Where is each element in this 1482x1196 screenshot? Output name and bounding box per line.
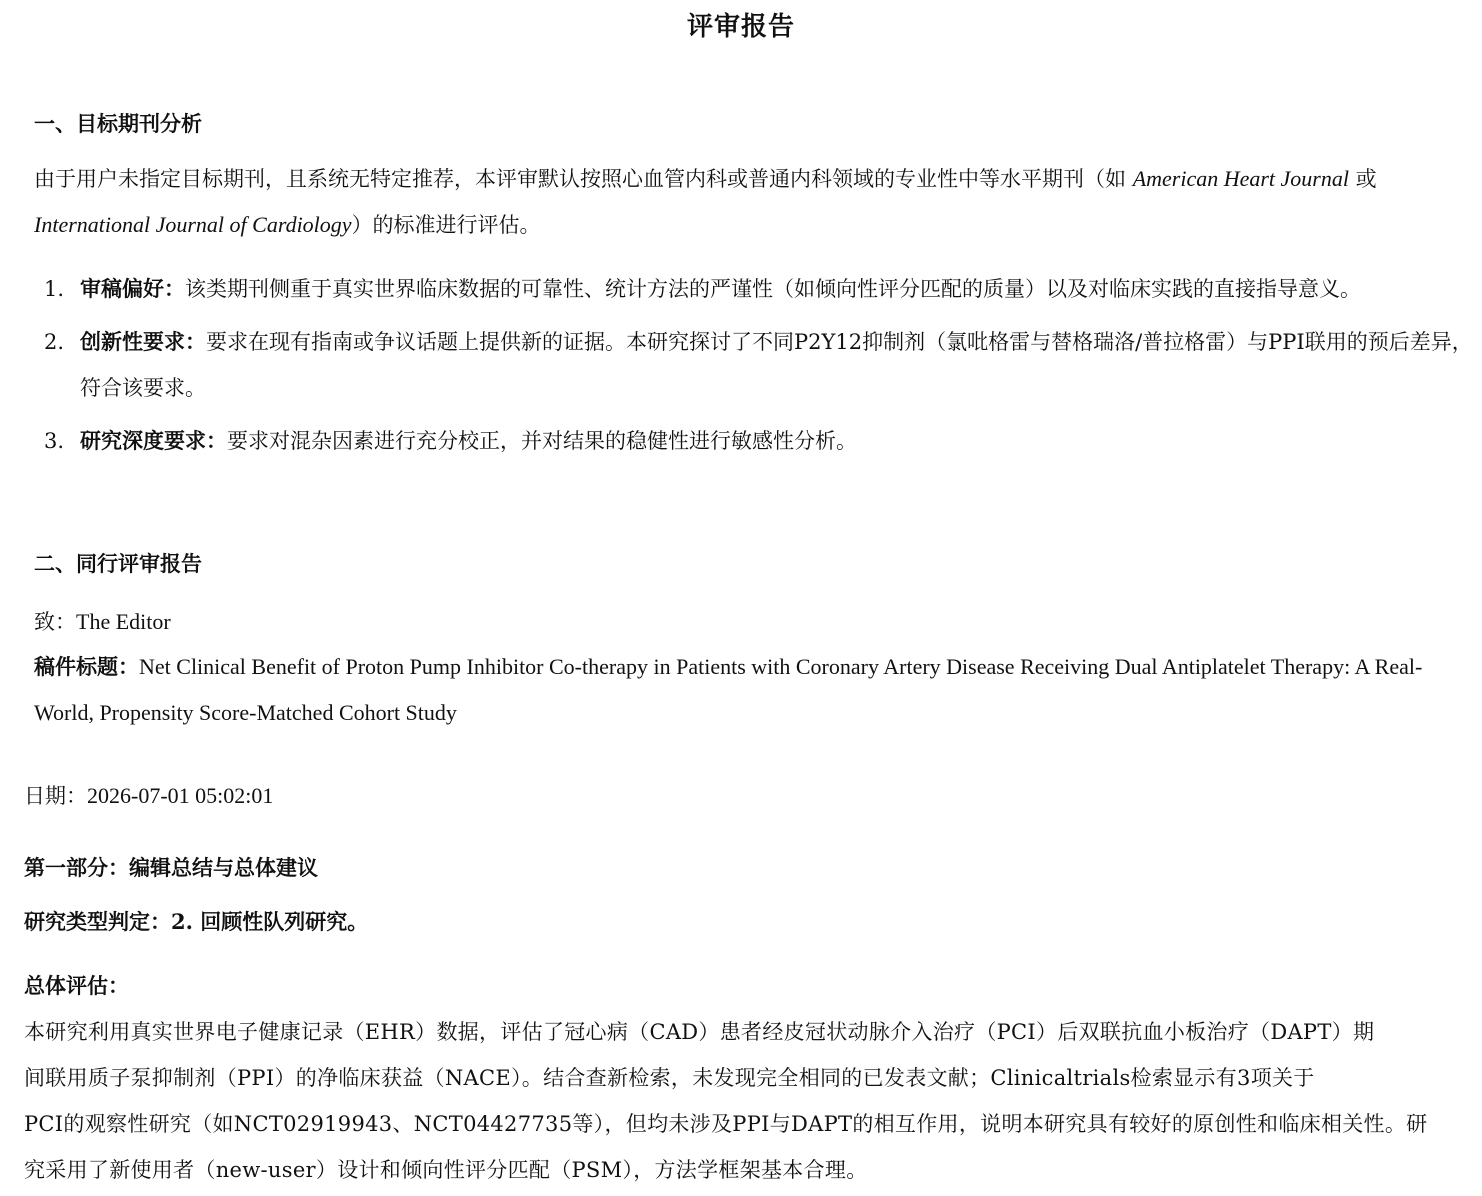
date-line bbox=[24, 780, 273, 810]
addressee-line bbox=[34, 606, 171, 636]
date-value: 2026-07-01 05:02:01 bbox=[87, 783, 274, 808]
list-item bbox=[34, 418, 1474, 464]
overall-line-4: 究采用了新使用者（new-user）设计和倾向性评分匹配（PSM），方法学框架基本合理。 bbox=[24, 1158, 868, 1182]
list-item-text: 要求对混杂因素进行充分校正，并对结果的稳健性进行敏感性分析。 bbox=[227, 429, 857, 453]
list-item-label: 创新性要求： bbox=[80, 329, 206, 354]
addressee-value: The Editor bbox=[76, 609, 171, 634]
overall-line-2: 间联用质子泵抑制剂（PPI）的净临床获益（NACE）。结合查新检索，未发现完全相同的已发表文献；Clinicaltrials检索显示有3项关于 bbox=[24, 1066, 1315, 1090]
section2-heading: 二、同行评审报告 bbox=[34, 551, 202, 576]
journal-preferences-list bbox=[34, 266, 1474, 471]
intro-or: 或 bbox=[1355, 167, 1377, 191]
overall-assessment-label: 总体评估： bbox=[24, 973, 129, 998]
overall-line-1: 本研究利用真实世界电子健康记录（EHR）数据，评估了冠心病（CAD）患者经皮冠状动脉介入治疗（PCI）后双联抗血小板治疗（DAPT）期 bbox=[24, 1020, 1375, 1044]
list-item-number: 3. bbox=[44, 429, 65, 453]
study-type-value: 2. 回顾性队列研究。 bbox=[171, 909, 369, 934]
report-title: 评审报告 bbox=[686, 12, 795, 42]
list-item-number: 1. bbox=[44, 277, 65, 301]
date-label: 日期： bbox=[24, 784, 87, 808]
section1-heading: 一、目标期刊分析 bbox=[34, 111, 202, 136]
overall-line-3: PCI的观察性研究（如NCT02919943、NCT04427735等），但均未涉及PPI与DAPT的相互作用，说明本研究具有较好的原创性和临床相关性。研 bbox=[24, 1112, 1428, 1136]
study-type-label: 研究类型判定： bbox=[24, 909, 171, 934]
list-item-text: 该类期刊侧重于真实世界临床数据的可靠性、统计方法的严谨性（如倾向性评分匹配的质量）以及对临床实践的直接指导意义。 bbox=[185, 277, 1361, 301]
part1-heading: 第一部分：编辑总结与总体建议 bbox=[24, 855, 318, 880]
manuscript-title-label: 稿件标题： bbox=[34, 654, 139, 679]
study-type-line bbox=[24, 906, 368, 936]
list-item bbox=[34, 266, 1474, 312]
addressee-label: 致： bbox=[34, 610, 76, 634]
list-item-text: 要求在现有指南或争议话题上提供新的证据。本研究探讨了不同P2Y12抑制剂（氯吡格雷与替格瑞洛/普拉格雷）与PPI联用的预后差异，符合该要求。 bbox=[80, 330, 1473, 400]
journal-name-2: International Journal of Cardiology bbox=[34, 212, 352, 237]
manuscript-title: Net Clinical Benefit of Proton Pump Inhibitor Co-therapy in Patients with Coronary Artery Disease Receiving Dual Antiplatelet Therapy: A Real-World, Propensity Score-Matched Cohort Study bbox=[34, 654, 1423, 725]
list-item-label: 审稿偏好： bbox=[80, 276, 185, 301]
intro-text-a: 由于用户未指定目标期刊，且系统无特定推荐，本评审默认按照心血管内科或普通内科领域的专业性中等水平期刊（如 bbox=[34, 167, 1126, 191]
section1-intro bbox=[34, 156, 1454, 248]
list-item bbox=[34, 319, 1474, 411]
list-item-number: 2. bbox=[44, 330, 65, 354]
manuscript-title-block bbox=[34, 644, 1474, 736]
intro-text-b: ）的标准进行评估。 bbox=[351, 213, 541, 237]
list-item-label: 研究深度要求： bbox=[80, 428, 227, 453]
journal-name-1: American Heart Journal bbox=[1132, 166, 1349, 191]
